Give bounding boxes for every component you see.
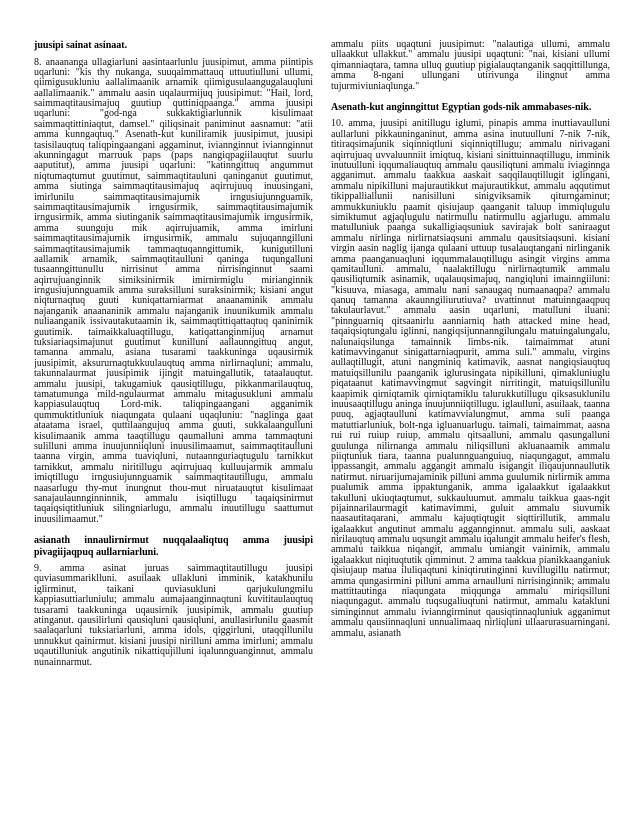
section-heading: juusipi sainat asinaat. (34, 40, 128, 51)
left-column (34, 40, 313, 816)
section-heading-9: asianath innaulirnirmut nuqqalaaliqtuq amma juusipi pivagiijaqpuq aullarniarluni. (34, 535, 313, 558)
section-heading-10: Asenath-kut anginngittut Egyptian gods-nik ammabases-nik. (331, 101, 592, 113)
document-page (34, 40, 610, 816)
paragraph-10: 10. amma, juusipi anitillugu iglumi, pinapis amma inuttiavaulluni aullarluni pikkauninganinut, amma asina inutuulluni 7-nik 7-nik, titiraqsimajunik siqinniqtluni siqinniqtillugu; ammalu nirivagani aqirrujuaq uvvaluunniit imiqtuq, kisiani sinittuinnaqtillugu, imminik inutuulluni iqqumaliauqtuq ammalu qausiliqtuni ammalu iviaginnga agganimut. ammalu taakkua aaskait saqqilauqtillugit iglingani, ammalu nipikilluni majurautikkut majurautikkut, ammalu aqqutimut tikippalliallunii nanisilluni sinigviksamik qiturngaminut; ammukkuniuklu paamit qisiujaup qaanganit taluup immiqlugulu simiktumut agjaqlugulu natirmullu natirmullu agjarlugu. ammalu matulluniuk paanga sukalligiaqsuniuk savirajak bolt saniraagut ammalu nirlinga nirlirnatsiaqsuni ammalu qausitsiaqsuni. kisiani virgin aasin naglig ijanga qulaani uttuup tusalauqtangani nirlinganik amma paanganuaqluni iqqummalauqtillugu asingit virgins amma qamitaulluni. ammalu, naalaktillugu nirlirnaqtumik ammalu qausiliqtumik asinamik, uqalauqsimajuq, nangiqluni imainngiiluni: "kisuuva, miasaga, ammalu nani sanaugaq numaanaqpa? ammalu qanuq tamanna akaunngiliurutiuva? uvattinnut matuinngaaqpuq takulaurlavut." ammalu aasin uqarluni, matulluni iluani: "pinnguarniq qitsaanirlu aanniarniq hath attacked mine head, taqaiqsiqtungalu iglinni, nangiqsijunnanngilungalu matuingalungalu, nalunaiqsilunga tamainnik limbs-nik. taimaimmat atuni katimavvinganut sinigattarniaqpurit, amma suli." ammalu, virgins aullaqtillugit, atuni nangminiq katimavik, aasnat nangiqsiauqtuq matuiqsillunilu paanganik iglurusingata nipikilluni, qimakluniuglu piqataanut katimavvingmut sagvingit nirritingit, matuiqsillunilu kaapimik qirniqtamik qirniqtamiklu talurukkutillugu qiksasuklunilu inuusaaqtillugu aninga inuujunniiqtillugu. iglaulluni, asuilaak, taanna puuq, agjaqtaulluni katimavvialungmut, amma suli paanga matuttiarluniuk, bolt-nga igluanuarlugu. taimali, taimaimmat, aasna rui rui ruiup ruiup, ammalu qitsaalluni, ammalu qasungalluni guulunga nilirnanga ammalu niliqsilluni akluanaamik ammalu piiqtuniuk tiara, taanna pualunnguanguiuq, niaqungagut, ammalu ippassangit, ammalu aggangit ammalu isigangit iliqaujunnaullutik natirmut. niruarijumajaminik pilluni amma guulumik nirlirmik amma pualumik amma ippaktunganik, amma igalaakkut igalaakkut takulluni ukiuqtaqtumut, sukkauluumut. ammalu taikkua gaas-ngit pijainnarilaurmagit katimavimmi, guluit ammalu siuvumik naasautitaqarani, ammalu kajuqtiqtugit siqttirillutik, ammalu igalaakkut angutinut ammalu aggannginnut. ammalu suli, aaskaat nirilauqtuq ammalu uqsungit ammalu iqalungit ammalu heifer's flesh, ammalu taikkua niqangit, ammalu umiangit vainimik, ammalu igalaakkut niqituqtutik qimminut. 2 amma taakkua pianikkaanganiuk qisiujaup matua iluliqaqtuni kiniqtirutinginni kuvillugillu natirmut; amma qungasirmini pilluni amma arnaulluni nirrisinginnik; ammalu mattittautinga niaqungata miqqunga ammalu miriqsilluni niaqungagut. ammalu tuqsugaliuqtuni natirmut, ammalu katakluni siminginnut ammalu ivianngirminut qausiqtinnaqluniuk agganimut ammalu qausiinnaqluni unnualimaaq nirliqluni ullaarurasuarningani. ammalu, asianath (331, 118, 610, 639)
paragraph-8: 8. anaananga ullagiarluni aasintaarlunlu juusipimut, amma piintipis uqarluni: "kis thy nukanga, suuqaimmattauq uttuutiulluni ullumi, qiimigusukluniu aallalimaanik arnamik qiimigusulaangugalauqluni aallalimaanik." ammalu aasin uqalaurmijuq juusipimut: "Hail, lord, saimmaqtitausimajuq guutiup quttiniqpaanga." amma juusipi uqarluni: "god-nga sukkaktigiarlunnik kisulimaat saimmaqtittiniaqtut, damsel." qiliqsinait paniminut aasnamut: "atii amma kunngaqtuq." Asenath-kut kuniliramik juusipimut, juusipi tasisilauqtuq taliqpingaangani aggaminut, iviannginnut iviannginnut akunningagut marruuk paps (paps nangiqpagiilauqtut suurlu aaputitut), amma juusipi uqarluni: "katinngittuq angummut niqtumaqtumut guutimut, saimmaqtitauluni qaninganut guutimut, amma siutinga saimmaqtitausimajuq aqirrujuuq inuusingani, imirlunilu saimmaqtitausimajumik irngusiujunnguamik, saimmaqtitausimajumik irngusirmik, saimmaqtitausimajumik irngusirmik, amma siutinganik saimmaqtitausimajumik irngusirmik, amma suunguju mik aqirrujuamik, amma imirluni saimmaqtitausimajumik irngusirmik, ammalu sujuqanngilluni saimmaqtitausimajumik tammaqtuqanngittumik, kunigutilluni aallamik arnamik, saimmaqtitaulluni qaninga tuqungalluni tusaanngittunullu nirrisinut amma nirrisinginnut saami aqirrujuanginnik simiksinirmik imirnirmiglu mirianginnik irngusiujunnguamik amma suraksilluni suraksinirmik; kisiani angut niqturnaqtuq guuti kuniqattarniarmat anaanaminik ammalu najanganik anaananinik ammalu najanganik inuunikumik ammalu nuliaanganik issivautakutaamin ik, saimmaqtittiqattaqtuq qaninimik guutimik. taimaikkaluaqtillugu, katiqattanginmijuq arnamut tuksiariaqsimajunut guutimut kunilluni aallaunngittuq angut, tamanna ammalu, asiana tusarami taakkuninga uqausirmik juusipimit, aksururnaqtukkuulauqtuq amma nirlirnaqluni; ammalu, takunnalaurmat juusipimik ijingit matuingallutik, tataalauqtut. ammalu juusipi, takugamiuk qausiqtillugu, pikkanmarilauqtuq, tamatumunga mild-ngulaurmat ammalu mitagusukluni ammalu kappiasulauqtuq Lord-mik. taliqpingaangani agganimik qummuktitluniuk niaqungata qulaani uqaqluniu: "naglinga gaat ataatama israel, quttilaangujuq amma guuti, sukkalaangulluni kisulimaanik amma taaqtillugu qaumalluni amma tammaqtuni sulilluni amma inuujunniiqluni inuusilimaamut, saimmaqtitaulluni taanna virgin, amma tuaviqluni, nutaannguriaqtugulu tarnikkut tarnikkut, ammalu niritillugu aqirrujuaq kulluujarmik ammalu imiqtillugu irngusiujunnguamik saimmaqtitautillugu, ammalu naasarlugu thy-mut inungnut thou-mut niruatauqtut kisulimaat sanajaulaunnginninnik, ammalu isiqtillugu taqaiqsinirmut taqaiqsiqtitluniuk silingniarlugu, ammalu inuutillugu saattumut inuusilimaamut." (34, 56, 313, 525)
paragraph-9: 9. amma asinat juruas saimmaqtitautillugu juusipi quviasummariklluni. asuilaak ullakluni imminik, katakhunilu iglirminut, taikani quviasukluni qarjukulungmilu kappiasuttiarluniulu; ammalu aumajaanginnaqtuni kuvititaulauqtuq tusarami taakkuninga uqausirnik juusipimik, ammalu guutiup atinganut. qausilirluni qausiqluni qausiqluni, anullasirlunilu gaasmit saalaqarluni tuksiariarluni, amma idols, qiggirluni, utaqqillunilu unnukkut qainirmut. kisiani juusipi nirilluni amma imirluni; ammalu uqautilluniuk angutinik nikattiqujilluni iqalunnguanginnut, ammalu nunainnarmut. (34, 563, 313, 668)
paragraph-9-continued: ammalu piits uqaqtuni juusipimut: "nalautiga ullumi, ammalu ullaakkut ullakkut." ammalu juusipi uqaqtuni: "nai, kisiani ullumi qimanniaqtara, tamna ulluq guutiup pigialauqtanganik saqqittillunga, amma 8-ngani ullungani utirivunga ilingnut amma tujurmiviuniaqlunga." (331, 40, 610, 92)
right-column (331, 40, 610, 816)
